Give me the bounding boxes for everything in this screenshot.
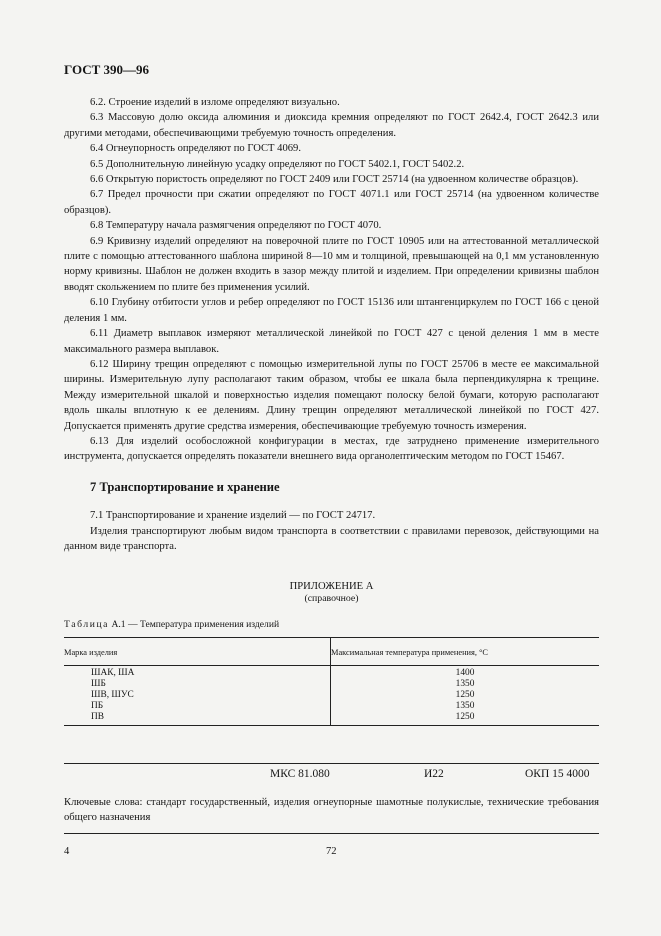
paragraph: 6.2. Строение изделий в изломе определяют визуально. <box>90 97 340 108</box>
paragraph: 6.8 Температуру начала размягчения определяют по ГОСТ 4070. <box>90 220 382 232</box>
grade-cell: ПВ <box>64 712 331 726</box>
paragraph: 6.6 Открытую пористость определяют по ГОСТ 2409 или ГОСТ 25714 (на удвоенном количестве образцов). <box>90 174 579 186</box>
table-row <box>64 701 599 712</box>
paragraph: 6.5 Дополнительную линейную усадку определяют по ГОСТ 5402.1, ГОСТ 5402.2. <box>90 158 465 170</box>
page-number-center: 72 <box>326 846 337 857</box>
footer-rule-top <box>64 763 599 764</box>
appendix-heading <box>64 581 599 605</box>
footer-rule-bottom <box>64 833 599 834</box>
paragraph: 6.9 Кривизну изделий определяют на поверочной плите по ГОСТ 10905 или на аттестованной металлической плите с помощью аттестованного шаблона шириной 8—10 мм и толщиной, превышающей на 0,1 мм установленную норму кривизны. Шаблон не должен входить в зазор между плитой и изделием. При определении кривизны шаблон вводят скольжением по плите без применения усилий. <box>64 235 599 293</box>
paragraph: 6.11 Диаметр выплавок измеряют металлической линейкой по ГОСТ 427 с ценой деления 1 мм в месте максимального размера выплавок. <box>64 328 599 355</box>
paragraph: 6.4 Огнеупорность определяют по ГОСТ 4069. <box>90 143 302 155</box>
paragraph: 6.12 Ширину трещин определяют с помощью измерительной лупы по ГОСТ 25706 в месте ее максимальной ширины. Измерительную лупу располагают таким образом, чтобы ее шкала была перпендикулярна к трещине. Между измерительной шкалой и поверхностью изделия помещают полоску белой бумаги, которую располагают вдоль шкалы вплотную к ее делениям. Длину трещин определяют металлической линейкой по ГОСТ 427. Допускается применять другие средства измерения, обеспечивающие требуемую точность измерения. <box>64 358 599 432</box>
header-max-temperature: Максимальная температура применения, °С <box>331 637 600 665</box>
paragraph: 6.13 Для изделий особосложной конфигурации в местах, где затруднено применение измерительного инструмента, допускается определять показатели внешнего вида органолептическим методом по ГОСТ 15467. <box>64 435 599 463</box>
table-row <box>64 712 599 726</box>
grade-cell: ШВ, ШУС <box>64 690 331 701</box>
okp-code: ОКП 15 4000 <box>525 768 590 780</box>
paragraphs-section-7 <box>64 508 599 554</box>
paragraph: 6.7 Предел прочности при сжатии определяют по ГОСТ 4071.1 или ГОСТ 25714 (на удвоенном количестве образцов). <box>64 189 599 216</box>
standard-header: ГОСТ 390—96 <box>64 62 150 77</box>
group-code: И22 <box>424 768 444 780</box>
paragraph: Изделия транспортируют любым видом транспорта в соответствии с правилами перевозок, действующими на данном виде транспорта. <box>64 525 599 552</box>
paragraph: 6.3 Массовую долю оксида алюминия и диоксида кремния определяют по ГОСТ 2642.4, ГОСТ 2642.3 или другими методами, обеспечивающими требуемую точность определения. <box>64 112 599 139</box>
table-row <box>64 679 599 690</box>
temperature-cell: 1350 <box>455 679 475 690</box>
section-heading: 7 Транспортирование и хранение <box>90 479 280 494</box>
appendix-subtitle: (справочное) <box>304 593 359 605</box>
table-caption-text: А.1 — Температура применения изделий <box>109 619 280 631</box>
grade-cell: ШАК, ША <box>64 666 331 680</box>
paragraph: 6.10 Глубину отбитости углов и ребер определяют по ГОСТ 15136 или штангенциркулем по ГОСТ 166 с ценой деления 1 мм. <box>64 297 599 324</box>
table-caption-label: Таблица <box>64 619 110 631</box>
temperature-cell: 1400 <box>455 668 475 679</box>
keywords: Ключевые слова: стандарт государственный, изделия огнеупорные шамотные полукислые, технические требования общего назначения <box>64 797 599 823</box>
header-grade: Марка изделия <box>64 637 331 665</box>
appendix-title: ПРИЛОЖЕНИЕ А <box>289 581 374 593</box>
grade-cell: ПБ <box>64 701 331 712</box>
table-row <box>64 690 599 701</box>
document-body <box>64 95 599 726</box>
page-number-left: 4 <box>64 846 70 857</box>
grade-cell: ШБ <box>64 679 331 690</box>
table-header-row <box>64 637 599 665</box>
mks-code: МКС 81.080 <box>270 768 330 780</box>
temperature-cell: 1350 <box>455 701 475 712</box>
temperature-table <box>64 637 599 726</box>
temperature-cell: 1250 <box>331 712 600 726</box>
temperature-cell: 1250 <box>455 690 475 701</box>
table-caption <box>64 617 599 632</box>
table-row <box>64 666 599 680</box>
paragraph: 7.1 Транспортирование и хранение изделий — по ГОСТ 24717. <box>90 510 376 522</box>
paragraphs-section-6 <box>64 95 599 465</box>
